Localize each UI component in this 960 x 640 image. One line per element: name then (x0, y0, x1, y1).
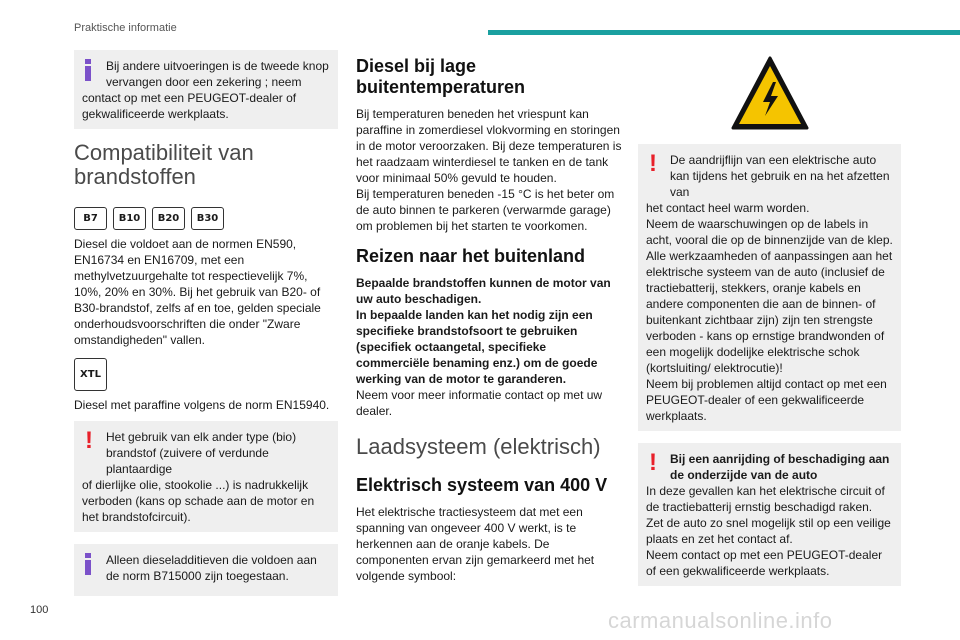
note-text: De aandrijflijn van een elektrische auto kan tijdens het gebruik en na het afzetten van (670, 153, 890, 199)
paragraph: Bij temperaturen beneden -15 °C is het beter om de auto binnen te parkeren (verwarmde garage) om problemen bij het starten te voorkomen. (356, 187, 615, 233)
paragraph: Neem voor meer informatie contact op met uw dealer. (356, 388, 603, 418)
warning-icon: ! (649, 150, 657, 177)
high-voltage-icon (730, 54, 810, 134)
paragraph: Het elektrische tractiesysteem dat met een spanning van ongeveer 400 V werkt, is te herkennen aan de oranje kabels. De componenten ervan zijn gemarkeerd met het volgende symbool: (356, 505, 595, 583)
heading-diesel-cold: Diesel bij lage buitentemperaturen (356, 56, 526, 97)
note-text: Zet de auto zo snel mogelijk stil op een veilige plaats en zet het contact af. (646, 516, 891, 546)
page-number: 100 (30, 604, 49, 616)
note-text: Het gebruik van elk ander type (bio) brandstof (zuivere of verdunde plantaardige (106, 430, 297, 476)
section-title: Praktische informatie (74, 22, 177, 34)
fuel-badge-b10: B10 (113, 207, 146, 230)
column-3 (638, 52, 901, 598)
fuel-badge-xtl: XTL (74, 358, 107, 391)
fuel-badge-row (74, 207, 338, 230)
note-text: Alle werkzaamheden of aanpassingen aan het elektrische systeem van de auto (inclusief de tractiebatterij, stekkers, oranje kabels en andere componenten die aan de binnen- of buitenkant zichtbaar zijn) zijn ten strengste verboden - kans op ernstige brandwonden of een mogelijk dodelijke elektrische schok (kortsluiting/ elektrocutie)! (646, 249, 893, 375)
info-note (74, 50, 338, 129)
note-heading: Bij een aanrijding of beschadiging aan de onderzijde van de auto (670, 452, 890, 482)
note-text: Neem contact op met een PEUGEOT-dealer of een gekwalificeerde werkplaats. (646, 548, 883, 578)
paragraph: Bij temperaturen beneden het vriespunt kan paraffine in zomerdiesel vlokvorming en storingen in de motor veroorzaken. Bij deze temperaturen is het raadzaam winterdiesel te tanken en de tank voor minimaal 50% gevuld te houden. (356, 107, 622, 185)
watermark: carmanualsonline.info (608, 608, 833, 633)
warning-note (638, 144, 901, 431)
header-accent-bar (488, 30, 960, 35)
warning-icon: ! (649, 449, 657, 476)
column-2 (356, 56, 622, 584)
warning-icon: ! (85, 427, 93, 454)
paragraph: Bepaalde brandstoffen kunnen de motor van uw auto beschadigen. (356, 276, 611, 306)
fuel-badge-b20: B20 (152, 207, 185, 230)
note-text: Bij andere uitvoeringen is de tweede knop vervangen door een zekering ; neem (106, 59, 329, 89)
note-text: Alleen dieseladditieven die voldoen aan de norm B715000 zijn toegestaan. (106, 553, 317, 583)
warning-note (638, 443, 901, 586)
info-note (74, 544, 338, 596)
fuel-badge-b7: B7 (74, 207, 107, 230)
heading-charging-system: Laadsysteem (elektrisch) (356, 434, 601, 459)
heading-fuel-compatibility: Compatibiliteit van brandstoffen (74, 140, 254, 189)
heading-travel-abroad: Reizen naar het buitenland (356, 246, 586, 266)
note-text: of dierlijke olie, stookolie ...) is nadrukkelijk verboden (kans op schade aan de motor en het brandstofcircuit). (82, 478, 315, 524)
paragraph: Diesel die voldoet aan de normen EN590, EN16734 en EN16709, met een methylvetzuurgehalte tot respectievelijk 7%, 10%, 20% en 30%. Bij het gebruik van B20- of B30-brandstof, zelfs af en toe, gelden speciale onderhoudsvoorschriften die onder "Zware omstandigheden" vallen. (74, 237, 321, 347)
paragraph: In bepaalde landen kan het nodig zijn een specifieke brandstofsoort te gebruiken (specifiek octaangetal, specifieke commerciële benaming enz.) om de goede werking van de motor te garanderen. (356, 308, 598, 386)
fuel-badge-b30: B30 (191, 207, 224, 230)
warning-note (74, 421, 338, 532)
heading-400v-system: Elektrisch systeem van 400 V (356, 475, 608, 495)
column-1 (74, 50, 338, 608)
note-text: In deze gevallen kan het elektrische circuit of de tractiebatterij ernstig beschadigd raken. (646, 484, 885, 514)
info-icon (82, 59, 94, 81)
note-text: het contact heel warm worden. (646, 201, 810, 215)
paragraph: Diesel met paraffine volgens de norm EN15940. (74, 398, 330, 412)
note-text: contact op met een PEUGEOT-dealer of gekwalificeerde werkplaats. (82, 91, 297, 121)
info-icon (82, 553, 94, 575)
note-text: Neem bij problemen altijd contact op met een PEUGEOT-dealer of een gekwalificeerde werkplaats. (646, 377, 887, 423)
note-text: Neem de waarschuwingen op de labels in acht, vooral die op de binnenzijde van de klep. (646, 217, 893, 247)
